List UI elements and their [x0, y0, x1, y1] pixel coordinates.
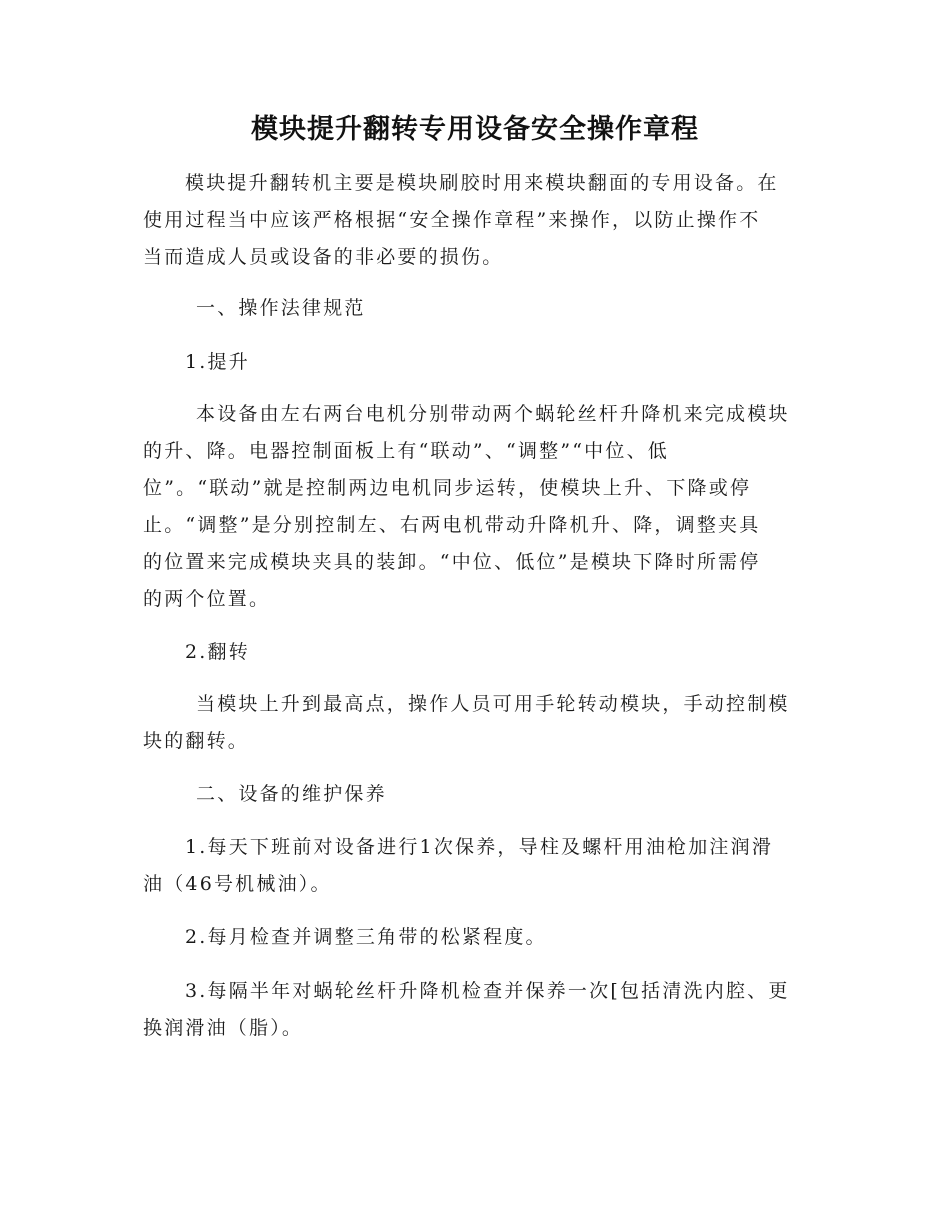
paragraph-line: 块的翻转。 — [143, 730, 250, 752]
page-title: 模块提升翻转专用设备安全操作章程 — [251, 114, 699, 145]
intro-line: 模块提升翻转机主要是模块刷胶时用来模块翻面的专用设备。在 — [185, 172, 779, 194]
section-heading-operation: 一、操作法律规范 — [196, 297, 366, 319]
maintenance-item-3 — [143, 973, 807, 1047]
paragraph-line: 的升、降。电器控制面板上有“联动”、“调整”“中位、低 — [143, 440, 669, 462]
intro-line: 当而造成人员或设备的非必要的损伤。 — [143, 246, 504, 268]
paragraph-line: 止。“调整”是分别控制左、右两电机带动升降机升、降，调整夹具 — [143, 514, 761, 536]
paragraph-line: 油（46号机械油）。 — [143, 873, 332, 895]
paragraph-line: 当模块上升到最高点，操作人员可用手轮转动模块，手动控制模 — [196, 693, 790, 715]
paragraph-line: 位”。“联动”就是控制两边电机同步运转，使模块上升、下降或停 — [143, 477, 752, 499]
flip-paragraph — [143, 686, 807, 760]
paragraph-line: 2.每月检查并调整三角带的松紧程度。 — [185, 926, 547, 948]
intro-paragraph — [143, 165, 807, 276]
paragraph-line: 3.每隔半年对蜗轮丝杆升降机检查并保养一次[包括清洗内腔、更 — [185, 980, 790, 1002]
subheading-flip: 2.翻转 — [185, 641, 250, 663]
paragraph-line: 本设备由左右两台电机分别带动两个蜗轮丝杆升降机来完成模块 — [196, 403, 790, 425]
section-heading-maintenance: 二、设备的维护保养 — [196, 783, 387, 805]
subheading-lift: 1.提升 — [185, 351, 250, 373]
paragraph-line: 的两个位置。 — [143, 588, 271, 610]
paragraph-line: 1.每天下班前对设备进行1次保养，导柱及螺杆用油枪加注润滑 — [185, 836, 774, 858]
paragraph-line: 换润滑油（脂）。 — [143, 1017, 304, 1039]
intro-line: 使用过程当中应该严格根据“安全操作章程”来操作，以防止操作不 — [143, 209, 761, 231]
paragraph-line: 的位置来完成模块夹具的装卸。“中位、低位”是模块下降时所需停 — [143, 551, 761, 573]
maintenance-item-2 — [143, 919, 807, 956]
maintenance-item-1 — [143, 829, 807, 903]
lift-paragraph — [143, 396, 807, 618]
